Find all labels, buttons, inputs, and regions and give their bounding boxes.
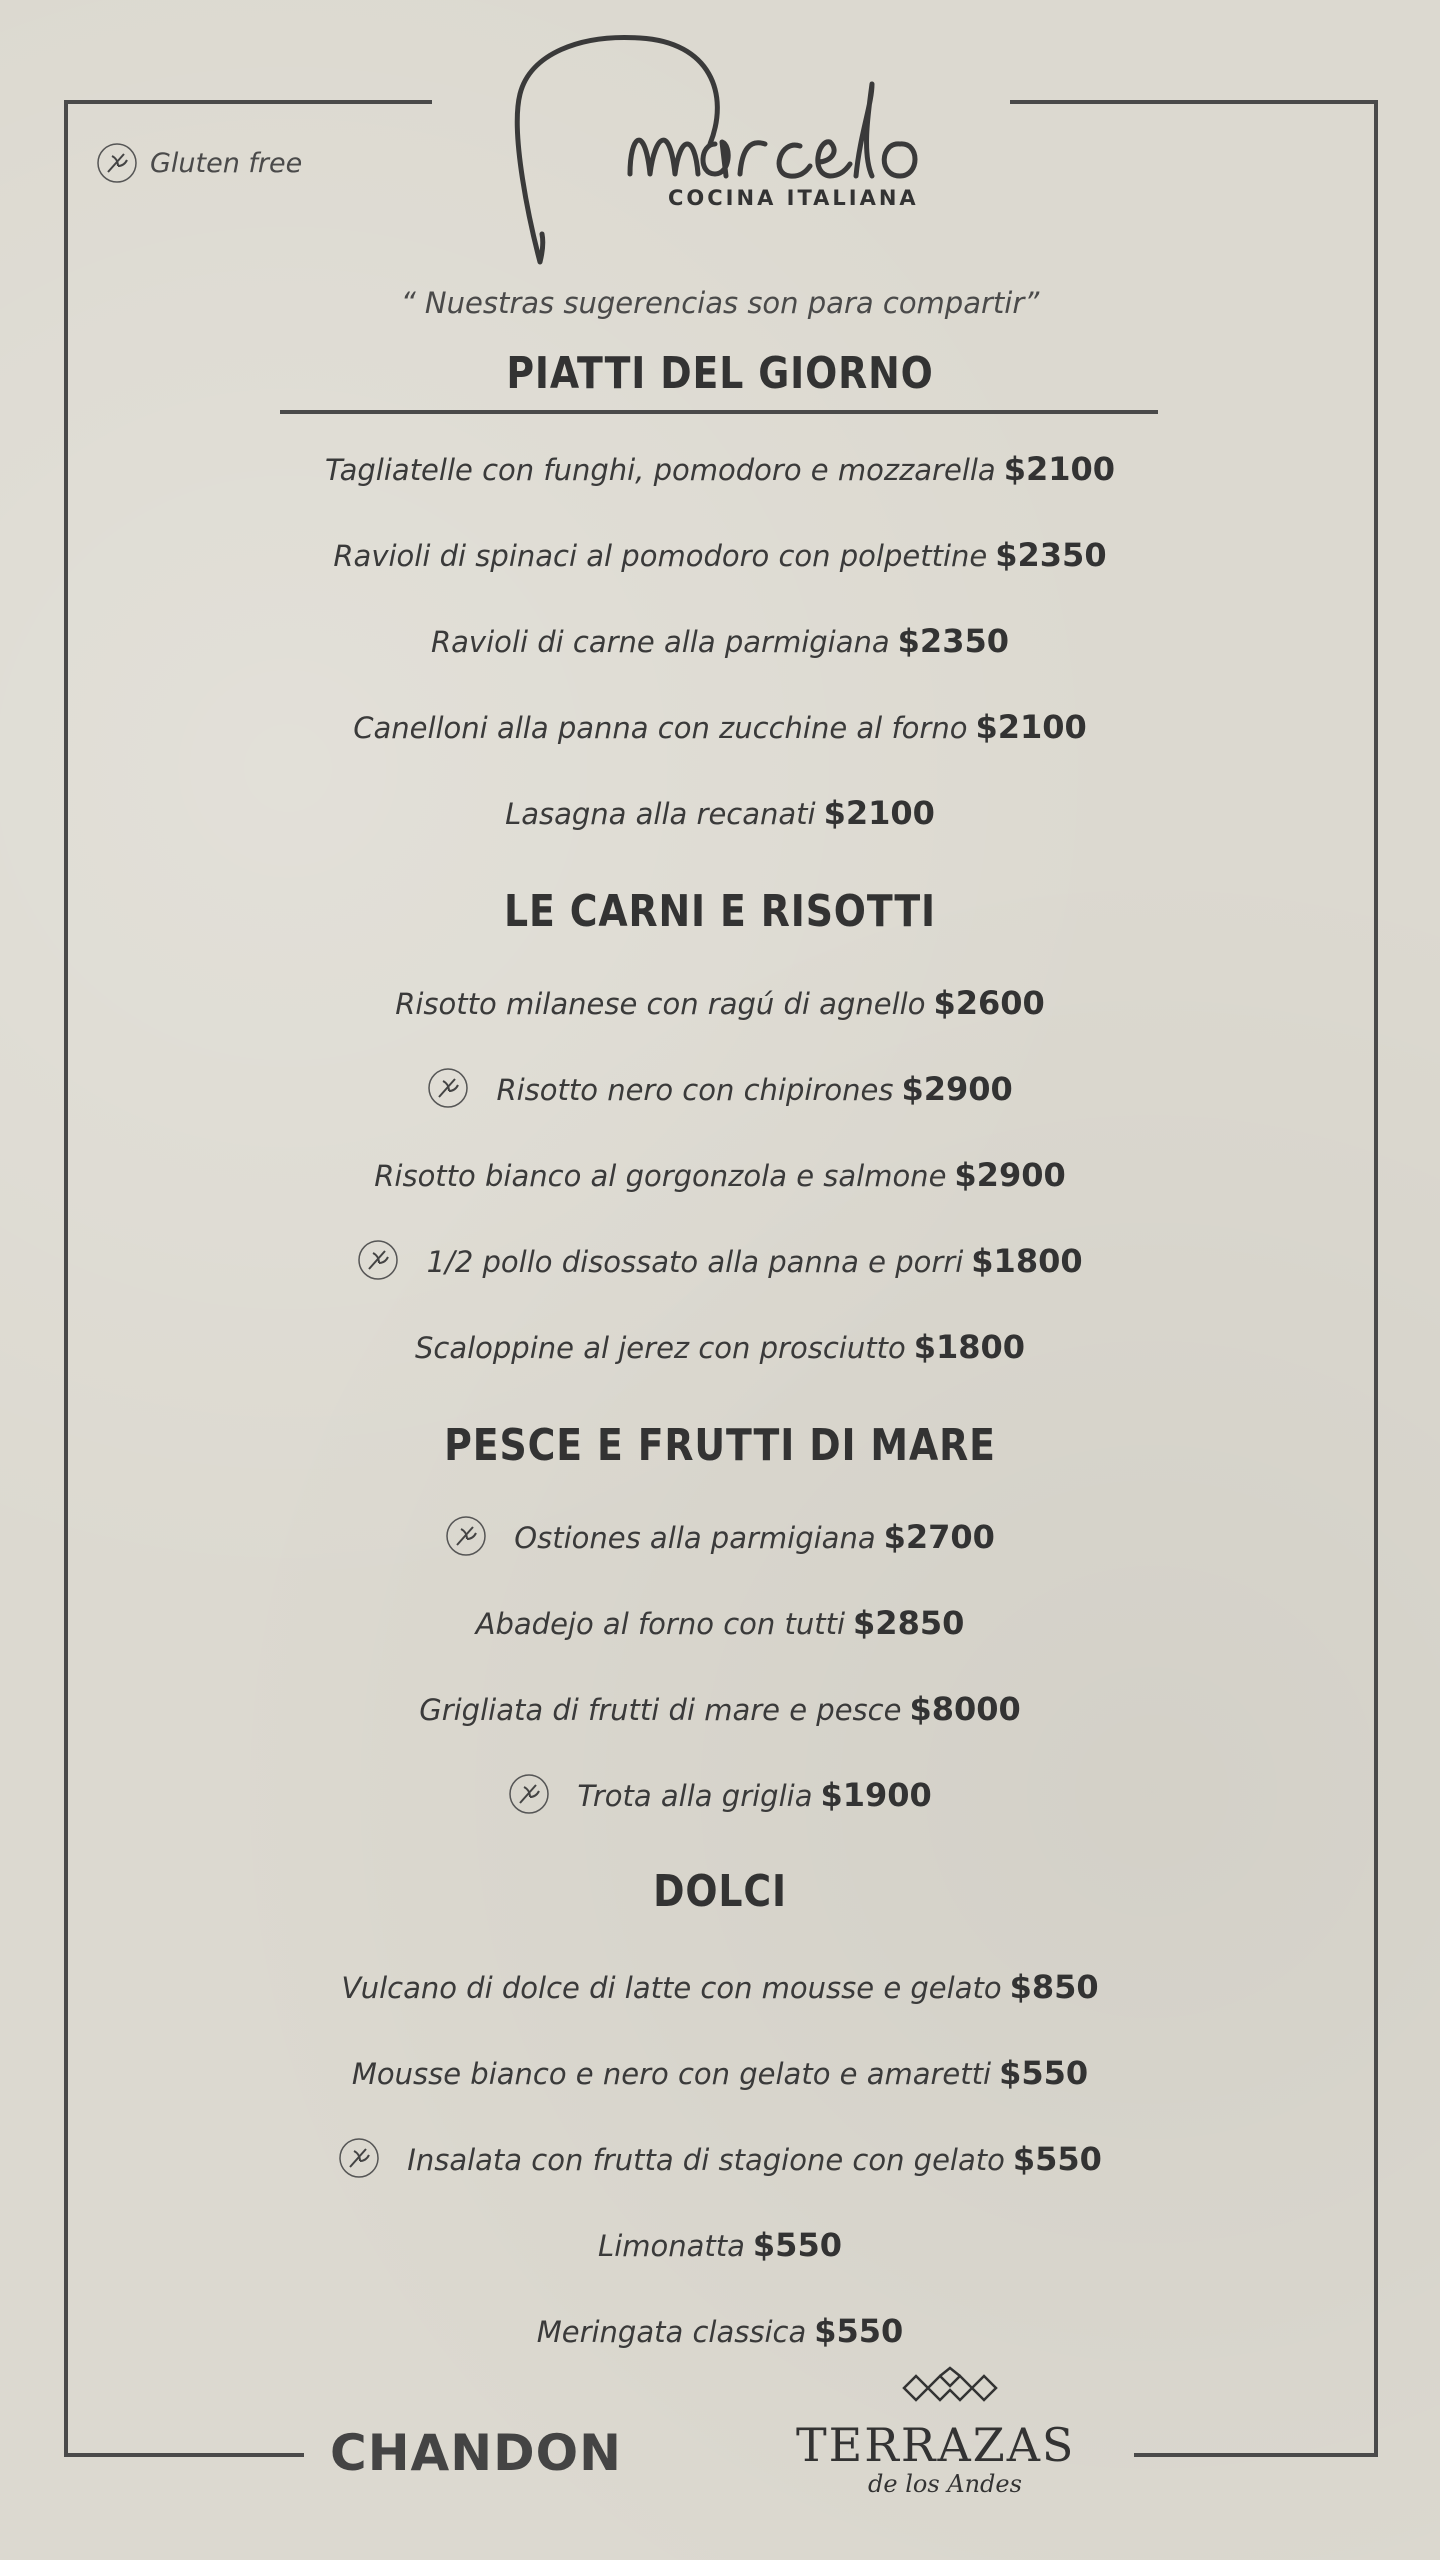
menu-item	[0, 1776, 1440, 1819]
legend-label: Gluten free	[150, 147, 303, 179]
item-name: Ravioli di spinaci al pomodoro con polpettine	[333, 539, 988, 573]
menu-item	[0, 1328, 1440, 1366]
item-name: Abadejo al forno con tutti	[475, 1607, 846, 1641]
menu-item	[0, 794, 1440, 832]
menu-item	[0, 2226, 1440, 2264]
gluten-free-legend	[96, 142, 302, 184]
item-name: Tagliatelle con funghi, pomodoro e mozzarella	[324, 453, 996, 487]
item-price: $2100	[823, 794, 935, 832]
menu-item	[0, 2312, 1440, 2350]
item-price: $2350	[995, 536, 1107, 574]
marcelo-logo	[500, 24, 960, 274]
menu-item	[0, 1156, 1440, 1194]
item-price: $1900	[820, 1776, 932, 1814]
menu-item	[0, 536, 1440, 574]
title-rule	[280, 410, 1158, 414]
menu-item	[0, 1968, 1440, 2006]
menu-item	[0, 1242, 1440, 1285]
terrazas-logo: TERRAZAS	[796, 2418, 1076, 2472]
item-name: Risotto milanese con ragú di agnello	[395, 987, 926, 1021]
item-price: $550	[814, 2312, 904, 2350]
item-price: $550	[1012, 2140, 1102, 2178]
frame-bottom-left	[64, 2453, 304, 2457]
item-price: $2350	[897, 622, 1009, 660]
frame-bottom-right	[1134, 2453, 1378, 2457]
item-name: Vulcano di dolce di latte con mousse e gelato	[341, 1971, 1002, 2005]
terrazas-emblem-icon	[900, 2366, 1000, 2412]
menu-item	[0, 1690, 1440, 1728]
item-name: Mousse bianco e nero con gelato e amaretti	[351, 2057, 992, 2091]
frame-top-left	[64, 100, 432, 104]
menu-item	[0, 2140, 1440, 2183]
item-name: Limonatta	[598, 2229, 745, 2263]
frame-top-right	[1010, 100, 1378, 104]
item-price: $550	[999, 2054, 1089, 2092]
menu-item	[0, 708, 1440, 746]
item-name: Canelloni alla panna con zucchine al forno	[353, 711, 968, 745]
item-price: $2100	[1003, 450, 1116, 488]
item-name: Trota alla griglia	[577, 1779, 813, 1813]
item-price: $2600	[933, 984, 1045, 1022]
item-price: $1800	[971, 1242, 1083, 1280]
menu-item	[0, 1070, 1440, 1113]
item-name: Grigliata di frutti di mare e pesce	[419, 1693, 902, 1727]
item-name: Ravioli di carne alla parmigiana	[431, 625, 890, 659]
item-name: Scaloppine al jerez con prosciutto	[414, 1331, 906, 1365]
gluten-free-icon	[338, 2137, 380, 2179]
item-name: Lasagna alla recanati	[505, 797, 816, 831]
gluten-free-icon	[445, 1515, 487, 1557]
item-price: $2850	[853, 1604, 965, 1642]
chandon-logo: CHANDON	[330, 2424, 622, 2482]
gluten-free-icon	[508, 1773, 550, 1815]
item-price: $550	[752, 2226, 842, 2264]
item-price: $2700	[883, 1518, 995, 1556]
section-title-dolci: DOLCI	[653, 1866, 787, 1917]
menu-item	[0, 450, 1440, 488]
item-name: Meringata classica	[536, 2315, 807, 2349]
tagline: “ Nuestras sugerencias son para compartir”	[400, 286, 1040, 320]
terrazas-subtitle: de los Andes	[868, 2470, 1022, 2498]
item-name: Risotto nero con chipirones	[496, 1073, 894, 1107]
menu-item	[0, 1604, 1440, 1642]
gluten-free-icon	[357, 1239, 399, 1281]
menu-item	[0, 2054, 1440, 2092]
section-title-piatti: PIATTI DEL GIORNO	[506, 348, 934, 399]
gluten-free-icon	[96, 142, 138, 184]
section-title-carni: LE CARNI E RISOTTI	[504, 886, 936, 937]
item-name: 1/2 pollo disossato alla panna e porri	[426, 1245, 964, 1279]
menu-item	[0, 1518, 1440, 1561]
item-price: $850	[1009, 1968, 1099, 2006]
item-price: $8000	[909, 1690, 1021, 1728]
logo-subtitle: COCINA ITALIANA	[668, 186, 919, 210]
menu-item	[0, 622, 1440, 660]
item-name: Ostiones alla parmigiana	[514, 1521, 876, 1555]
item-name: Risotto bianco al gorgonzola e salmone	[374, 1159, 947, 1193]
item-price: $1800	[913, 1328, 1026, 1366]
item-price: $2900	[954, 1156, 1066, 1194]
item-price: $2900	[901, 1070, 1013, 1108]
menu-item	[0, 984, 1440, 1022]
section-title-pesce: PESCE E FRUTTI DI MARE	[444, 1420, 996, 1471]
item-name: Insalata con frutta di stagione con gelato	[407, 2143, 1005, 2177]
item-price: $2100	[975, 708, 1087, 746]
gluten-free-icon	[427, 1067, 469, 1109]
